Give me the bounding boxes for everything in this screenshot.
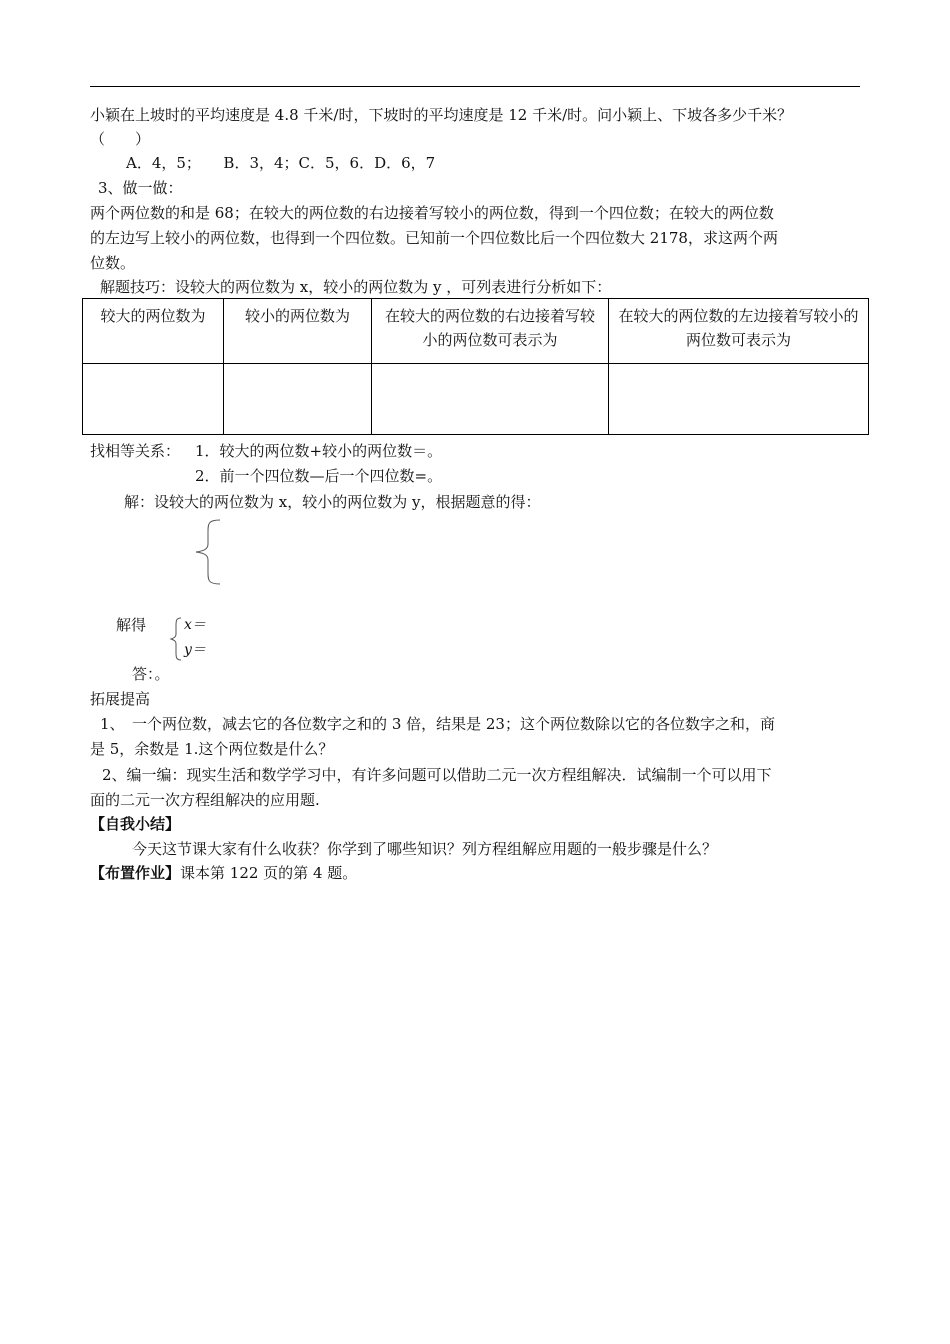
extension-q1-line2: 是 5，余数是 1.这个两位数是什么？ [90,740,334,758]
equation-system-brace-icon [190,518,226,586]
header-rule [90,86,860,87]
table-header-smaller: 较小的两位数为 [224,299,372,364]
y-equals: y＝ [184,642,206,658]
analysis-table [82,298,869,435]
section3-title: 3、做一做： [98,179,183,197]
extension-q2-line1: 2、编一编：现实生活和数学学习中，有许多问题可以借助二元一次方程组解决．试编制一个可以用下 [102,766,772,784]
choice-options: A．4，5； B．3，4；C．5，6．D．6，7 [126,154,436,172]
extension-title: 拓展提高 [90,690,151,708]
table-cell-blank [224,364,372,435]
problem-text: 小颖在上坡时的平均速度是 4.8 千米/时，下坡时的平均速度是 12 千米/时。问小颖上、下坡各多少千米？ [90,106,793,124]
relations-label: 找相等关系： [90,442,181,460]
relation-2: 2．前一个四位数—后一个四位数=。 [195,467,443,485]
table-header-right-append: 在较大的两位数的右边接着写较小的两位数可表示为 [372,299,609,364]
table-header-larger: 较大的两位数为 [83,299,224,364]
solution-brace-icon [168,616,184,662]
extension-q2-line2: 面的二元一次方程组解决的应用题. [90,791,320,809]
solved-label: 解得 [116,616,147,634]
section3-line2: 的左边写上较小的两位数，也得到一个四位数。已知前一个四位数比后一个四位数大 2178，求这两个两 [90,229,778,247]
table-header-left-append: 在较大的两位数的左边接着写较小的两位数可表示为 [609,299,869,364]
summary-text: 今天这节课大家有什么收获？你学到了哪些知识？列方程组解应用题的一般步骤是什么？ [132,840,718,858]
answer-line: 答：。 [132,665,170,683]
section3-line3: 位数。 [90,254,136,272]
relation-1: 1．较大的两位数+较小的两位数＝。 [195,442,443,460]
solving-tip: 解题技巧：设较大的两位数为 x，较小的两位数为 y ，可列表进行分析如下： [100,278,612,296]
homework-text: 课本第 122 页的第 4 题。 [180,864,358,882]
table-cell-blank [609,364,869,435]
homework-title: 【布置作业】 [90,864,181,882]
table-cell-blank [83,364,224,435]
table-cell-blank [372,364,609,435]
solution-setup: 解：设较大的两位数为 x，较小的两位数为 y，根据题意的得： [124,493,541,511]
summary-title: 【自我小结】 [90,815,181,833]
section3-line1: 两个两位数的和是 68；在较大的两位数的右边接着写较小的两位数，得到一个四位数；在较大的两位数 [90,204,774,222]
answer-paren: （ ） [90,130,151,148]
homework-line [90,862,357,884]
extension-q1-line1: 1、 一个两位数，减去它的各位数字之和的 3 倍，结果是 23；这个两位数除以它的各位数字之和，商 [100,715,775,733]
x-equals: x＝ [184,617,206,633]
